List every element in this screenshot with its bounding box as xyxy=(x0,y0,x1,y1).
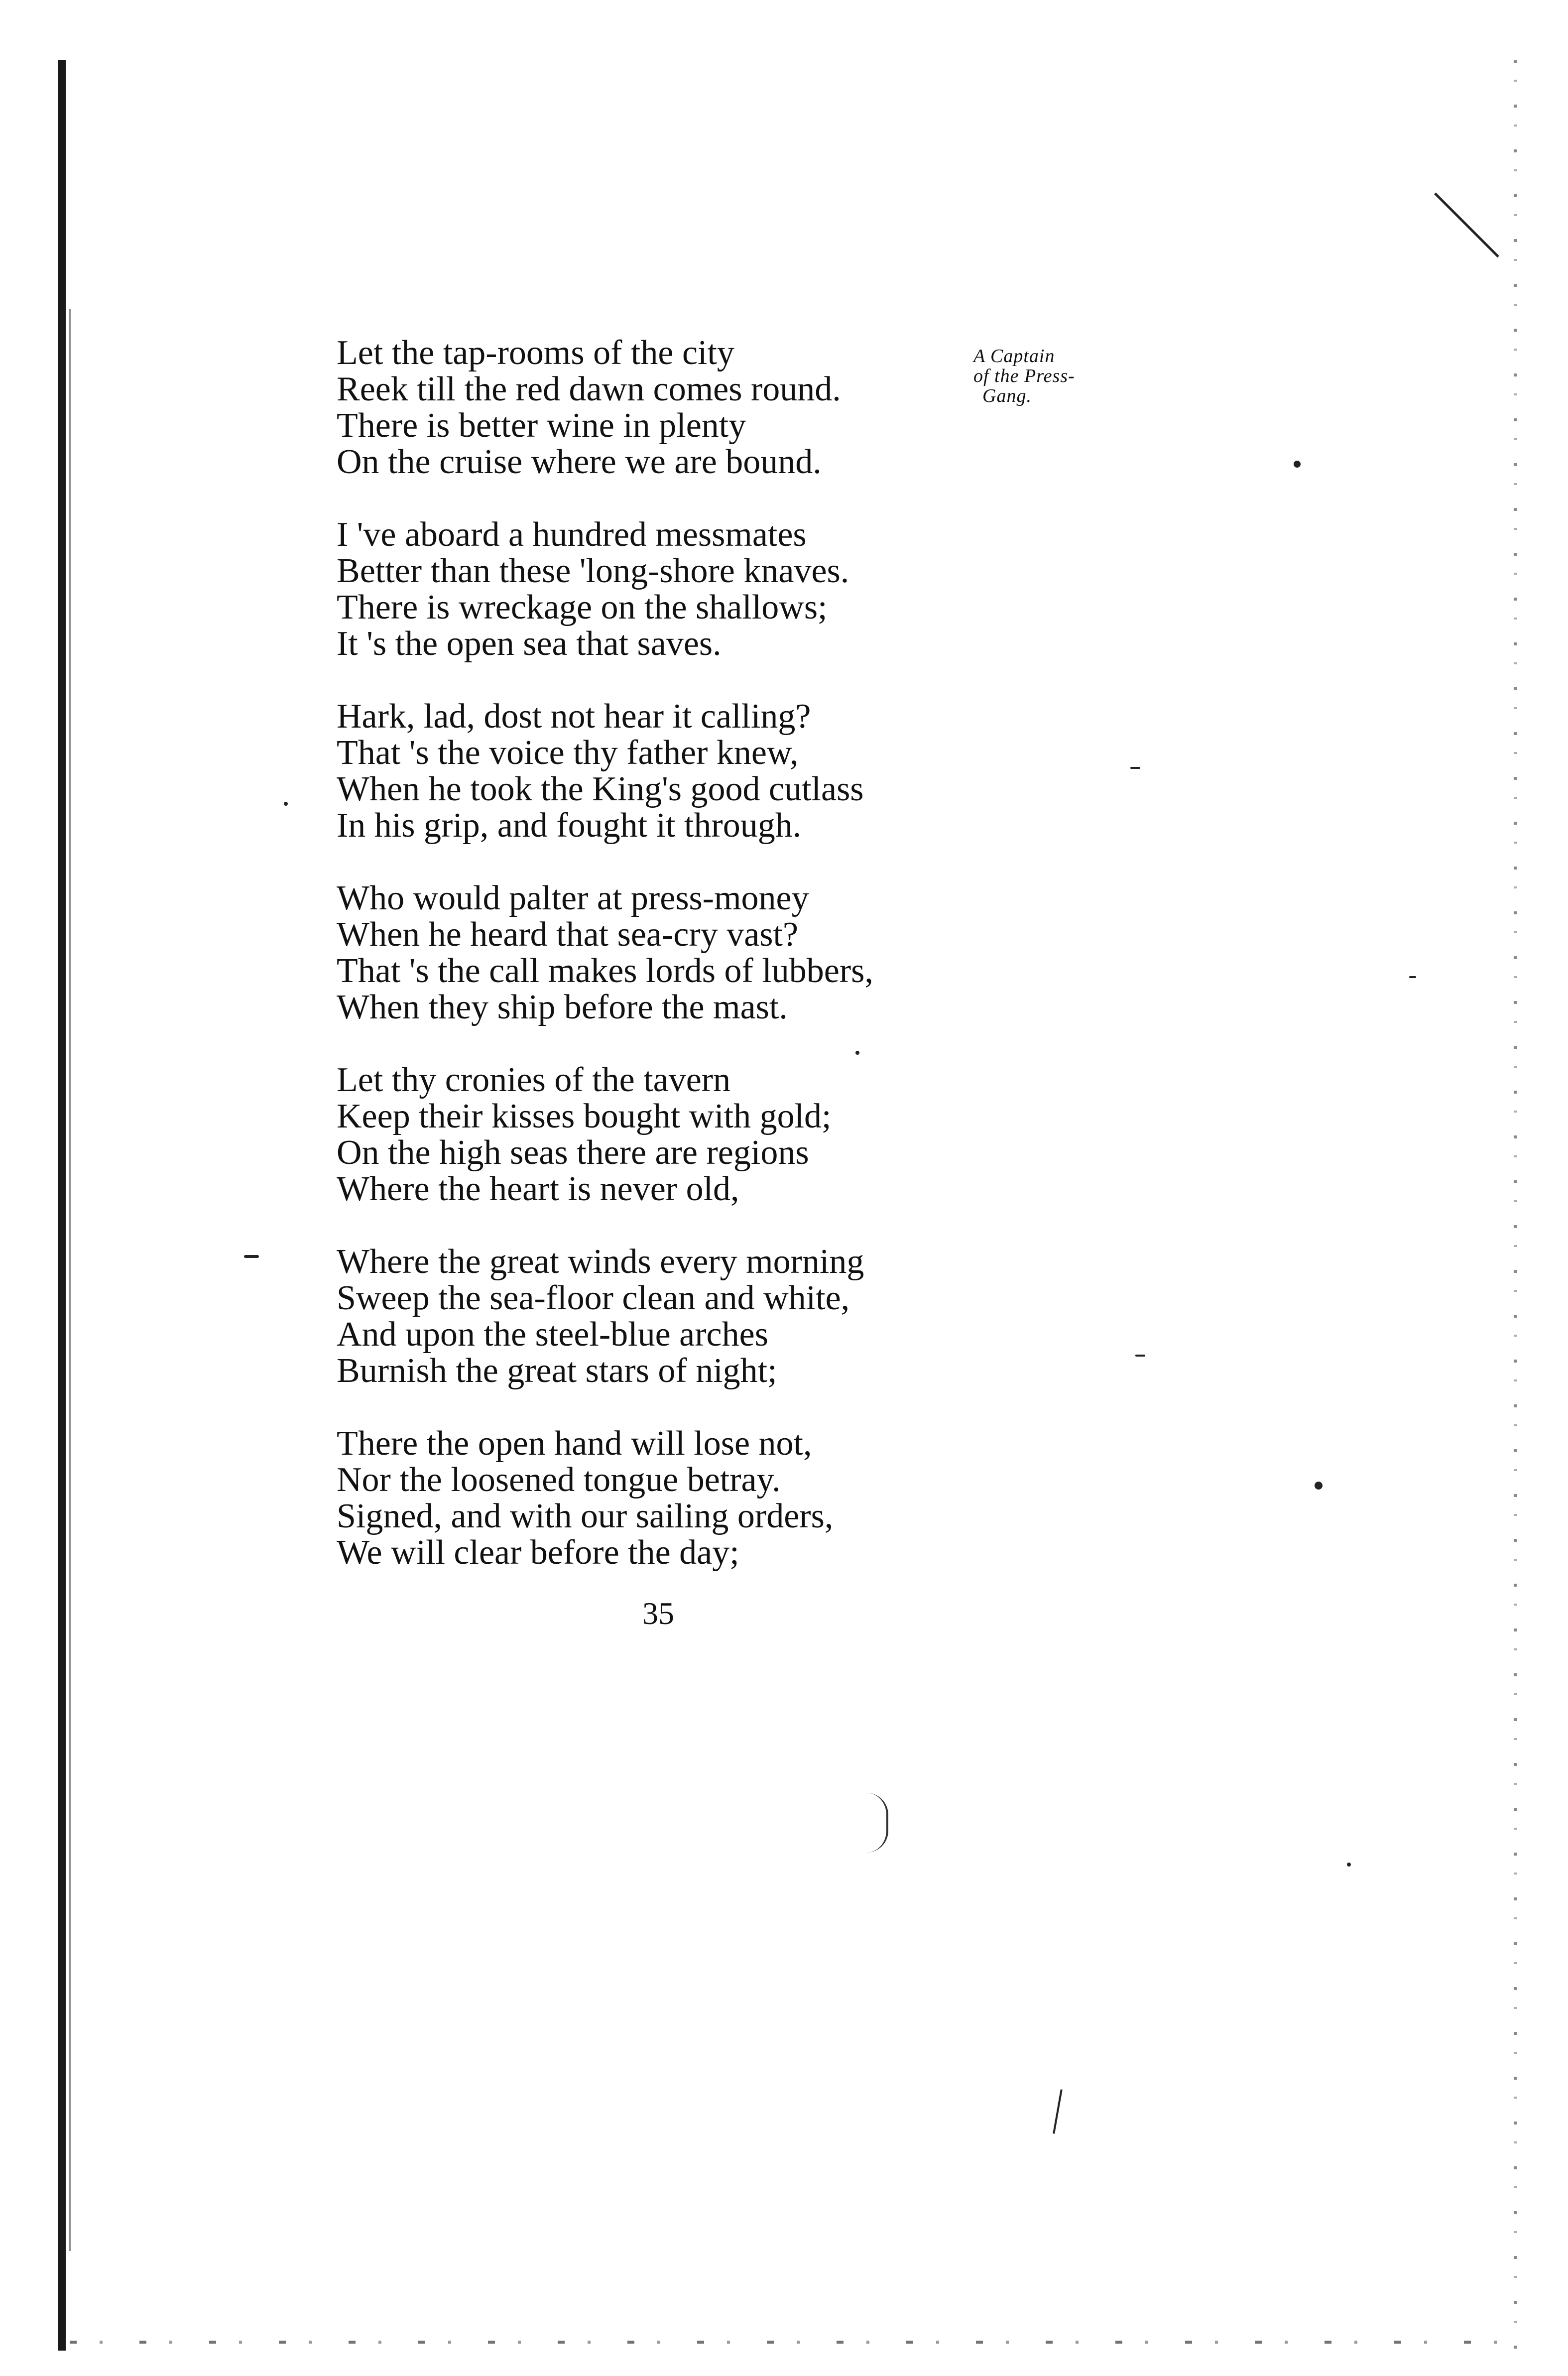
verse-line: Sweep the sea-floor clean and white, xyxy=(337,1279,850,1317)
binding-shadow xyxy=(69,309,71,2251)
verse-line: Where the heart is never old, xyxy=(337,1170,739,1208)
verse-line: When he heard that sea-cry vast? xyxy=(337,915,799,954)
verse-line: In his grip, and fought it through. xyxy=(337,806,802,845)
scan-stroke-mark xyxy=(1434,192,1499,257)
verse-line: There is better wine in plenty xyxy=(337,406,746,445)
scan-speck xyxy=(1294,461,1301,468)
page-number: 35 xyxy=(642,1596,674,1631)
verse-line: On the high seas there are regions xyxy=(337,1133,809,1172)
verse-line: On the cruise where we are bound. xyxy=(337,443,822,481)
stanza xyxy=(337,1425,984,1571)
verse-line: When he took the King's good cutlass xyxy=(337,770,864,808)
verse-line: We will clear before the day; xyxy=(337,1533,739,1572)
verse-line: Nor the loosened tongue betray. xyxy=(337,1461,781,1499)
scan-stroke-mark xyxy=(1053,2089,1063,2133)
binding-edge xyxy=(58,60,66,2351)
stanza xyxy=(337,1062,984,1207)
verse-line: Keep their kisses bought with gold; xyxy=(337,1097,832,1135)
scan-speck xyxy=(1347,1863,1351,1867)
verse-line: Hark, lad, dost not hear it calling? xyxy=(337,697,811,736)
margin-note xyxy=(973,346,1143,406)
verse-line: Reek till the red dawn comes round. xyxy=(337,370,841,408)
scan-stroke-mark xyxy=(866,1793,888,1853)
verse-line: I 've aboard a hundred messmates xyxy=(337,515,807,554)
verse-line: There is wreckage on the shallows; xyxy=(337,588,828,626)
verse-line: There the open hand will lose not, xyxy=(337,1424,812,1463)
page-bottom-edge xyxy=(70,2341,1514,2344)
verse-line: Who would palter at press-money xyxy=(337,879,809,917)
page-right-edge xyxy=(1514,60,1517,2351)
verse-line: Better than these 'long-shore knaves. xyxy=(337,552,849,590)
verse-line: That 's the voice thy father knew, xyxy=(337,734,799,772)
scan-speck xyxy=(1130,767,1140,769)
verse-line: Burnish the great stars of night; xyxy=(337,1352,777,1390)
stanza xyxy=(337,1244,984,1389)
margin-note-line: Gang. xyxy=(982,385,1032,406)
scan-speck xyxy=(244,1255,259,1258)
poem-body xyxy=(337,334,984,1572)
stanza xyxy=(337,880,984,1025)
scan-speck xyxy=(1135,1355,1145,1357)
verse-line: It 's the open sea that saves. xyxy=(337,625,722,663)
scan-speck xyxy=(1409,976,1416,978)
verse-line: And upon the steel-blue arches xyxy=(337,1315,768,1354)
scan-speck xyxy=(1315,1482,1323,1490)
verse-line: Let the tap-rooms of the city xyxy=(337,334,734,372)
stanza xyxy=(337,335,984,480)
verse-line: Where the great winds every morning xyxy=(337,1243,864,1281)
verse-line: Signed, and with our sailing orders, xyxy=(337,1497,834,1535)
stanza xyxy=(337,516,984,662)
stanza xyxy=(337,698,984,844)
scan-speck xyxy=(284,802,288,806)
verse-line: That 's the call makes lords of lubbers, xyxy=(337,952,873,990)
verse-line: Let thy cronies of the tavern xyxy=(337,1061,731,1099)
margin-note-line: of the Press- xyxy=(973,366,1075,386)
verse-line: When they ship before the mast. xyxy=(337,988,788,1026)
margin-note-line: A Captain xyxy=(973,346,1055,367)
